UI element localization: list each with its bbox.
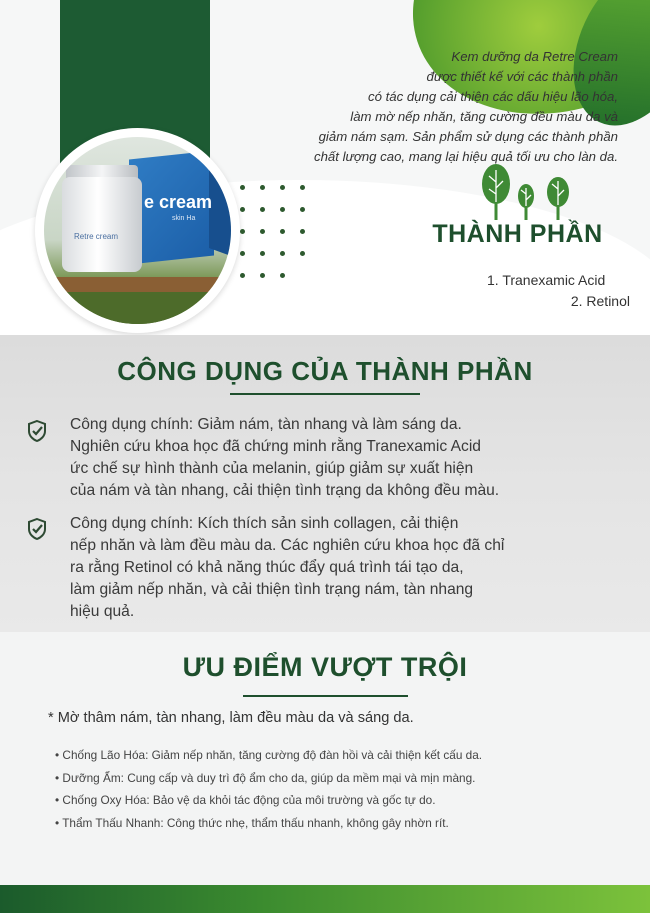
intro-text (230, 47, 618, 167)
text-line: hiệu quả. (70, 603, 135, 620)
uses-title: CÔNG DỤNG CỦA THÀNH PHẦN (117, 356, 533, 386)
title-underline (230, 393, 420, 395)
ingredients-title: THÀNH PHẦN (432, 220, 603, 248)
wood-base (44, 277, 231, 293)
text-line: giảm nám sạm. Sản phẩm sử dụng các thành phần (318, 129, 618, 144)
advantages-list (55, 744, 482, 834)
dot (240, 229, 245, 234)
text-line: làm giảm nếp nhăn, và cải thiện tình trạng nám, tàn nhang (70, 581, 474, 598)
product-jar (62, 177, 142, 272)
dot (260, 251, 265, 256)
list-item: • Chống Lão Hóa: Giảm nếp nhăn, tăng cường độ đàn hồi và cải thiện kết cấu da. (55, 744, 482, 767)
product-box-sublabel: skin Ha (172, 215, 196, 222)
shield-check-icon (27, 518, 47, 540)
shield-check-icon (27, 420, 47, 442)
text-line: ra rằng Retinol có khả năng thúc đẩy quá trình tái tạo da, (70, 559, 464, 576)
text-line: nếp nhăn và làm đều màu da. Các nghiên cứu khoa học đã chỉ (70, 537, 505, 554)
dot (280, 185, 285, 190)
use-item-1 (70, 414, 640, 502)
dot (300, 251, 305, 256)
dot (280, 251, 285, 256)
text-line: Công dụng chính: Giảm nám, tàn nhang và làm sáng da. (70, 416, 462, 433)
text-line: Công dụng chính: Kích thích sản sinh collagen, cải thiện (70, 515, 459, 532)
text-line: có tác dụng cải thiện các dấu hiệu lão hóa, (367, 89, 618, 104)
dot (240, 273, 245, 278)
dot (240, 185, 245, 190)
advantages-main-point: * Mờ thâm nám, tàn nhang, làm đều màu da và sáng da. (48, 710, 414, 726)
trees-icon (478, 162, 573, 222)
footer-band (0, 885, 650, 913)
product-photo (44, 137, 231, 324)
dot (260, 273, 265, 278)
dot (280, 229, 285, 234)
dot (300, 229, 305, 234)
list-item: • Chống Oxy Hóa: Bảo vệ da khỏi tác động của môi trường và gốc tự do. (55, 789, 482, 812)
dot (280, 207, 285, 212)
ingredient-item: 1. Tranexamic Acid (487, 272, 606, 288)
dot (240, 251, 245, 256)
dot (260, 185, 265, 190)
advantages-title: ƯU ĐIỂM VƯỢT TRỘI (182, 652, 468, 682)
text-line: Nghiên cứu khoa học đã chứng minh rằng Tranexamic Acid (70, 438, 481, 455)
text-line: làm mờ nếp nhăn, tăng cường đều màu da và (350, 109, 618, 124)
dot (280, 273, 285, 278)
ingredients-list (460, 270, 630, 312)
dot (260, 207, 265, 212)
product-box-label: e cream (144, 192, 213, 212)
title-underline (243, 695, 408, 697)
product-box-side (209, 143, 231, 256)
text-line: ức chế sự hình thành của melanin, giúp giảm sự xuất hiện (70, 460, 474, 477)
dot (240, 207, 245, 212)
list-item: • Thẩm Thấu Nhanh: Công thức nhẹ, thẩm thấu nhanh, không gây nhờn rít. (55, 812, 482, 835)
jar-label: Retre cream (74, 232, 119, 241)
text-line: Kem dưỡng da Retre Cream (451, 49, 618, 64)
dot-grid-decoration (240, 185, 315, 295)
ingredient-item: 2. Retinol (570, 293, 630, 309)
text-line: chất lượng cao, mang lại hiệu quả tối ưu cho làn da. (313, 149, 618, 164)
text-line: được thiết kế với các thành phần (426, 69, 618, 84)
moss (44, 292, 231, 324)
list-item: • Dưỡng Ẩm: Cung cấp và duy trì độ ẩm cho da, giúp da mềm mại và mịn màng. (55, 767, 482, 790)
dot (260, 229, 265, 234)
text-line: của nám và tàn nhang, cải thiện tình trạng da không đều màu. (70, 482, 500, 499)
dot (300, 207, 305, 212)
use-item-2 (70, 513, 640, 623)
dot (300, 185, 305, 190)
